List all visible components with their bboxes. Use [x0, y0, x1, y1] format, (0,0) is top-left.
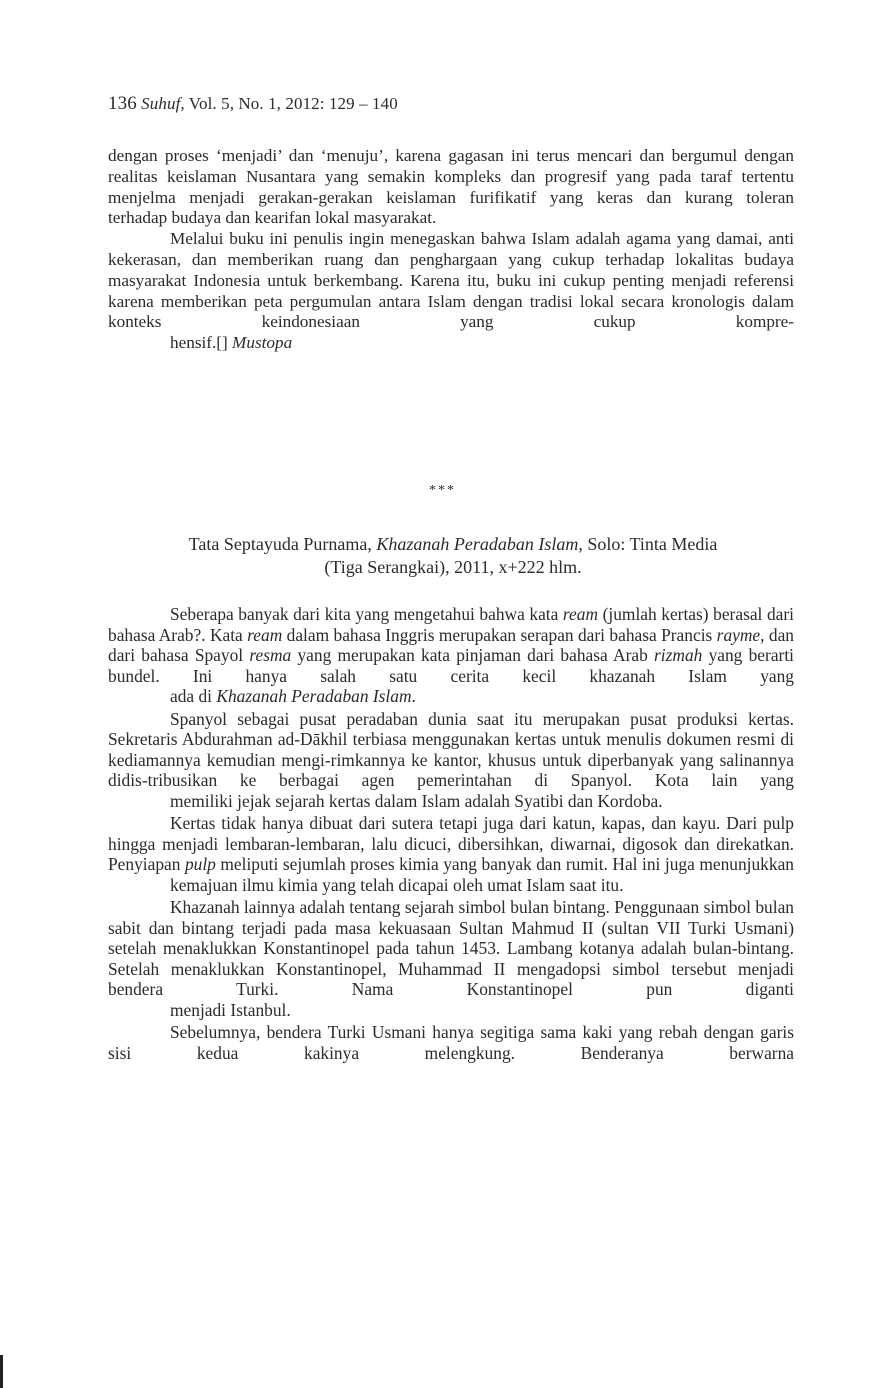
review-body: [108, 604, 794, 1063]
paragraph: [108, 604, 794, 707]
paragraph: [108, 709, 794, 812]
text-run: .: [411, 686, 416, 706]
paragraph-text: Khazanah lainnya adalah tentang sejarah simbol bulan bintang. Penggunaan simbol bulan sabit dan bintang terjadi pada masa kekuasaan Sultan Mahmud II (sultan VII Turki Usmani) setelah menaklukkan Konstantinopel pada tahun 1453. Lambang kotanya adalah bulan-bintang. Setelah menaklukkan Konstantinopel, Muhammad II mengadopsi simbol tersebut menjadi bendera Turki. Nama Konstantinopel pun diganti: [108, 897, 794, 999]
paragraph-last-line: [108, 333, 794, 354]
paragraph: [108, 229, 794, 354]
text-run: Seberapa banyak dari kita yang mengetahui bahwa kata: [170, 604, 563, 624]
paragraph: [108, 897, 794, 1020]
paragraph-last-line: menjadi Istanbul.: [170, 999, 291, 1020]
text-run: dalam bahasa Inggris merupakan serapan dari bahasa Prancis: [282, 624, 717, 645]
text-run: , dan dari bahasa Spayol: [108, 624, 794, 665]
text-run: yang berarti bundel. Ini hanya salah satu cerita kecil khazanah Islam yang: [108, 645, 794, 686]
text-run: ada di: [170, 686, 217, 706]
italic-term: ream: [562, 604, 599, 624]
journal-name: Suhuf,: [141, 94, 185, 113]
book-publisher: , Solo: Tinta Media: [578, 534, 718, 554]
book-title: Khazanah Peradaban Islam: [376, 534, 579, 554]
paragraph-last-line: memiliki jejak sejarah kertas dalam Islam adalah Syatibi dan Kordoba.: [170, 790, 663, 811]
italic-term: Khazanah Peradaban Islam: [216, 686, 412, 706]
italic-term: resma: [249, 645, 292, 665]
paragraph: [108, 1022, 794, 1063]
paragraph-text: Sebelumnya, bendera Turki Usmani hanya segitiga sama kaki yang rebah dengan garis sisi kedua kakinya melengkung. Benderanya berwarna: [108, 1022, 794, 1063]
section-separator: ***: [429, 483, 456, 498]
page-number: 136: [108, 93, 137, 114]
paragraph: [108, 813, 794, 895]
paragraph-text: Spanyol sebagai pusat peradaban dunia saat itu merupakan pusat produksi kertas. Sekretaris Abdurahman ad-Dākhil terbiasa menggunakan kertas untuk menulis dokumen resmi di kediamannya kemudian mengi-rimkannya ke kantor, khusus untuk diperbanyak yang salinannya didis-tribusikan ke berbagai agen pemerintahan di Spanyol. Kota lain yang: [108, 708, 794, 790]
running-header: [108, 93, 398, 115]
paragraph-last-line: terhadap budaya dan kearifan lokal masyarakat.: [108, 208, 437, 228]
text-run: (jumlah kertas) berasal dari bahasa Arab?. Kata: [108, 604, 794, 645]
reviewer-name: Mustopa: [232, 333, 293, 353]
book-author: Tata Septayuda Purnama,: [188, 534, 377, 554]
book-publisher-detail: (Tiga Serangkai), 2011, x+222 hlm.: [324, 557, 582, 577]
italic-term: rayme: [716, 624, 761, 645]
review-continuation: [108, 146, 794, 354]
closing-text: hensif.[]: [170, 333, 233, 353]
text-run: meliputi sejumlah proses kimia yang banyak dan rumit. Hal ini juga menunjukkan: [215, 854, 794, 874]
italic-term: pulp: [184, 854, 216, 874]
paragraph-last-line: [108, 686, 794, 707]
italic-term: ream: [247, 624, 283, 645]
text-run: yang merupakan kata pinjaman dari bahasa Arab: [291, 645, 655, 665]
italic-term: rizmah: [654, 645, 703, 665]
volume-info: Vol. 5, No. 1, 2012: 129 – 140: [188, 94, 398, 113]
text-run: Kertas tidak hanya dibuat dari sutera tetapi juga dari katun, kapas, dan kayu. Dari pulp hingga menjadi lembaran-lembaran, lalu dicuci, dibersihkan, diwarnai, digosok dan direkatkan. Penyiapan: [108, 813, 794, 874]
paragraph-last-line: kemajuan ilmu kimia yang telah dicapai oleh umat Islam saat itu.: [170, 874, 624, 895]
book-reference: [108, 533, 798, 579]
binding-edge-mark: [0, 1355, 3, 1388]
paragraph-text: dengan proses ‘menjadi’ dan ‘menuju’, karena gagasan ini terus mencari dan bergumul dengan realitas keislaman Nusantara yang semakin kompleks dan progresif yang pada taraf tertentu menjelma menjadi gerakan-gerakan keislaman furifikatif yang keras dan kurang toleran: [108, 146, 794, 207]
paragraph-text: Melalui buku ini penulis ingin menegaskan bahwa Islam adalah agama yang damai, anti kekerasan, dan memberikan ruang dan penghargaan yang cukup terhadap lokalitas budaya masyarakat Indonesia untuk berkembang. Karena itu, buku ini cukup penting menjadi referensi karena memberikan peta pergumulan antara Islam dengan tradisi lokal secara kronologis dalam konteks keindonesiaan yang cukup kompre-: [108, 229, 794, 332]
paragraph: [108, 146, 794, 229]
